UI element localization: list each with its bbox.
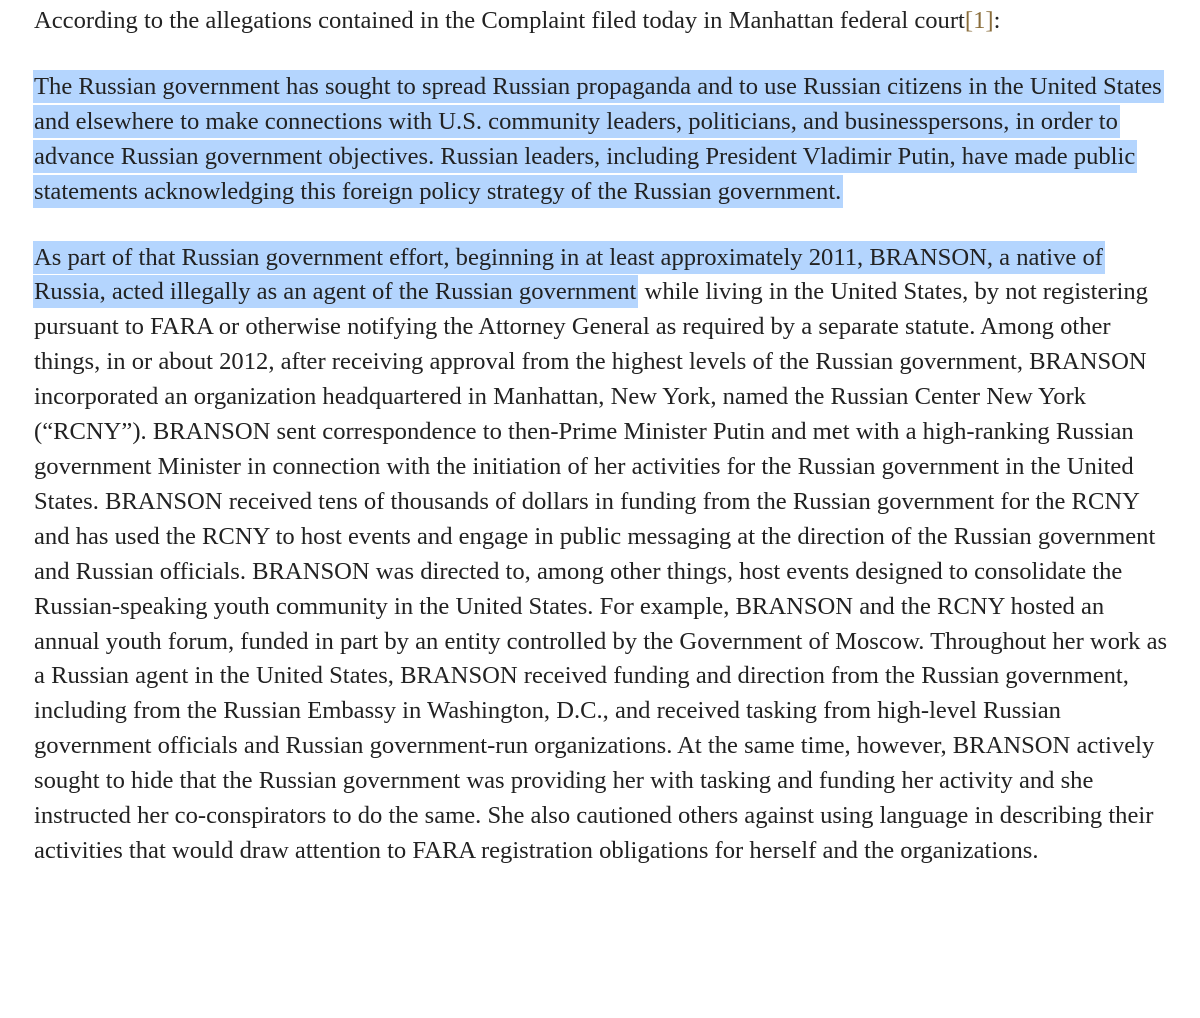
- intro-paragraph: [34, 4, 1168, 39]
- highlighted-text-selection[interactable]: As part of that Russian government effort, beginning in at least approximately 2011, BRANSON, a native of Russia, acted illegally as an agent of the Russian government: [33, 241, 1105, 309]
- paragraph-russian-propaganda: [34, 70, 1168, 210]
- intro-suffix: :: [993, 7, 1001, 34]
- paragraph-branson-allegations: [34, 241, 1168, 869]
- intro-text: According to the allegations contained in the Complaint filed today in Manhattan federal court: [34, 7, 965, 34]
- document-body: [34, 4, 1168, 869]
- footnote-link[interactable]: [1]: [964, 7, 994, 34]
- highlighted-text-selection[interactable]: The Russian government has sought to spread Russian propaganda and to use Russian citizens in the United States and elsewhere to make connections with U.S. community leaders, politicians, and businesspersons, in order to advance Russian government objectives. Russian leaders, including President Vladimir Putin, have made public statements acknowledging this foreign policy strategy of the Russian government.: [33, 70, 1164, 208]
- paragraph-text: while living in the United States, by not registering pursuant to FARA or otherwise notifying the Attorney General as required by a separate statute. Among other things, in or about 2012, after receiving approval from the highest levels of the Russian government, BRANSON incorporated an organization headquartered in Manhattan, New York, named the Russian Center New York (“RCNY”). BRANSON sent correspondence to then-Prime Minister Putin and met with a high-ranking Russian government Minister in connection with the initiation of her activities for the Russian government in the United States. BRANSON received tens of thousands of dollars in funding from the Russian government for the RCNY and has used the RCNY to host events and engage in public messaging at the direction of the Russian government and Russian officials. BRANSON was directed to, among other things, host events designed to consolidate the Russian-speaking youth community in the United States. For example, BRANSON and the RCNY hosted an annual youth forum, funded in part by an entity controlled by the Government of Moscow. Throughout her work as a Russian agent in the United States, BRANSON received funding and direction from the Russian government, including from the Russian Embassy in Washington, D.C., and received tasking from high-level Russian government officials and Russian government-run organizations. At the same time, however, BRANSON actively sought to hide that the Russian government was providing her with tasking and funding her activity and she instructed her co-conspirators to do the same. She also cautioned others against using language in describing their activities that would draw attention to FARA registration obligations for herself and the organizations.: [34, 278, 1168, 864]
